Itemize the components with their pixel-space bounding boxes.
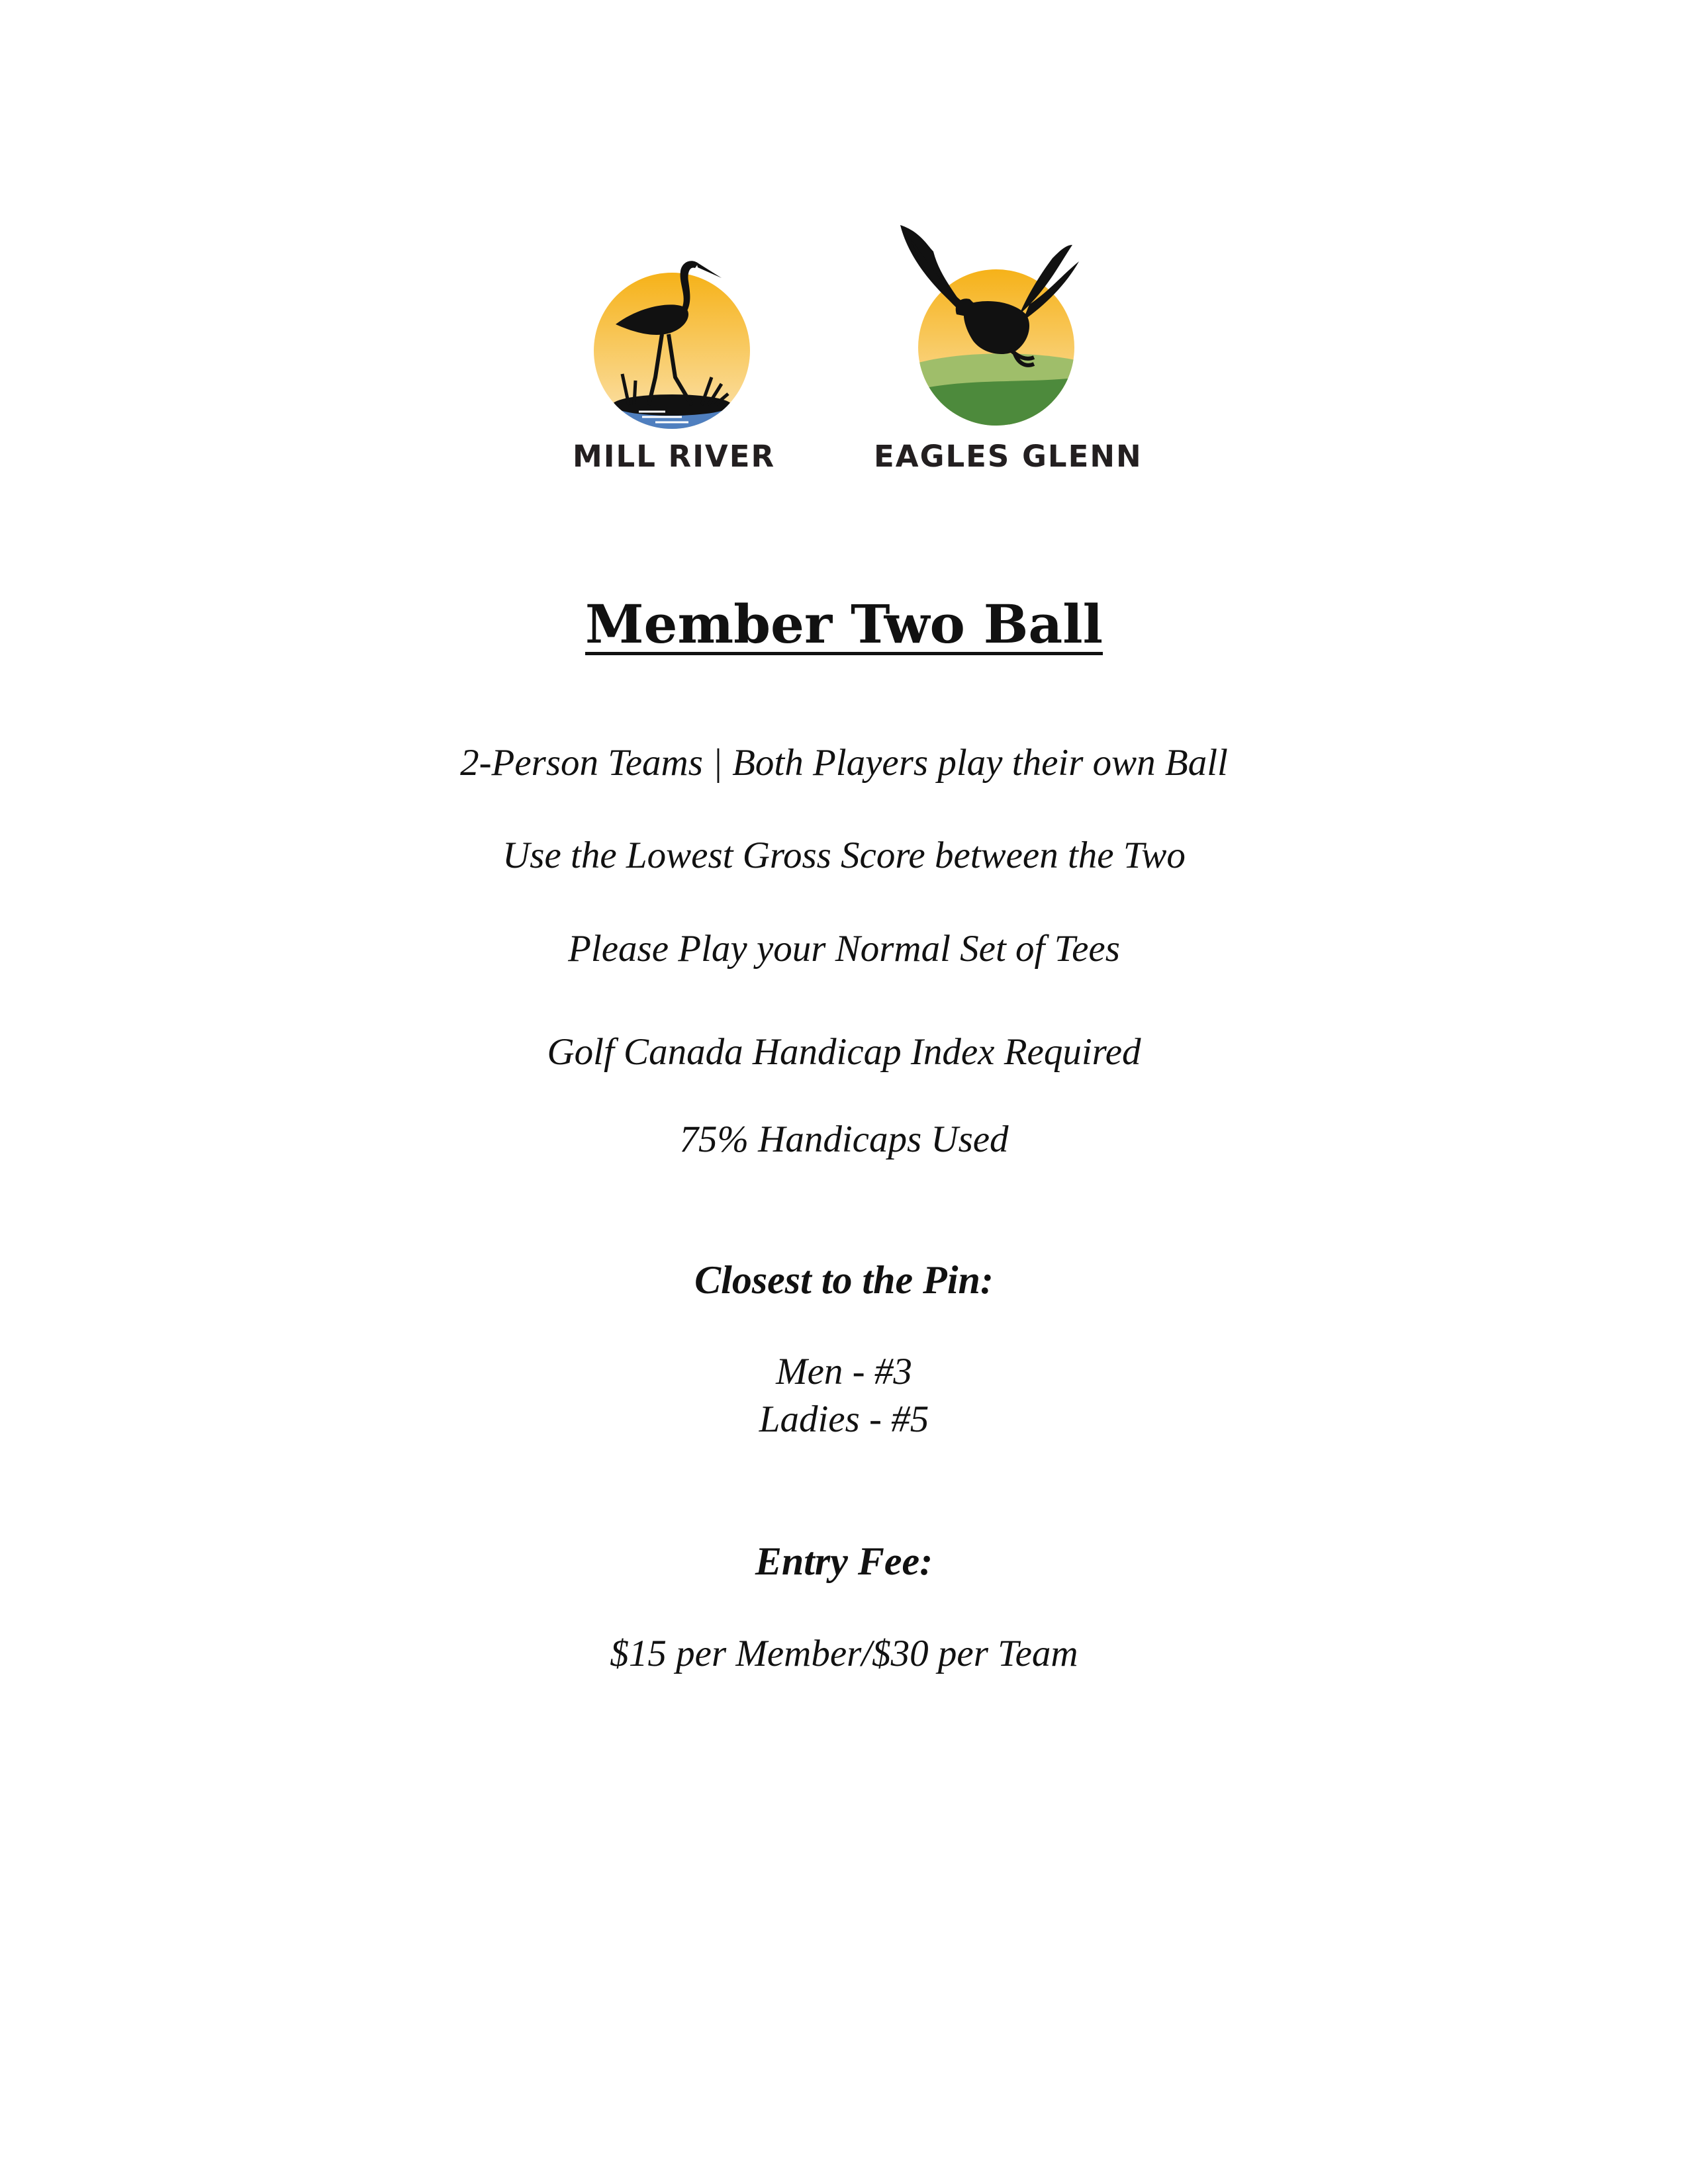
rule-line: Use the Lowest Gross Score between the Two <box>502 835 1186 876</box>
rule-line: Please Play your Normal Set of Tees <box>568 928 1120 970</box>
entry-fee-heading: Entry Fee: <box>755 1539 933 1583</box>
eagles-glenn-logo <box>861 225 1143 474</box>
eagle-icon <box>861 225 1139 437</box>
entry-fee-text: $15 per Member/$30 per Team <box>610 1633 1078 1674</box>
rule-line: 75% Handicaps Used <box>679 1118 1009 1160</box>
closest-ladies: Ladies - #5 <box>759 1398 929 1440</box>
eagles-glenn-label: EAGLES GLENN <box>874 439 1143 474</box>
closest-men: Men - #3 <box>776 1351 912 1392</box>
rule-line: Golf Canada Handicap Index Required <box>547 1031 1141 1073</box>
mill-river-logo <box>563 225 781 474</box>
heron-icon <box>563 225 781 437</box>
page-title: Member Two Ball <box>585 593 1103 655</box>
mill-river-label: MILL RIVER <box>573 439 776 474</box>
logo-row <box>0 225 1688 490</box>
rule-line: 2-Person Teams | Both Players play their own Ball <box>460 742 1228 784</box>
closest-to-pin-heading: Closest to the Pin: <box>694 1258 994 1302</box>
